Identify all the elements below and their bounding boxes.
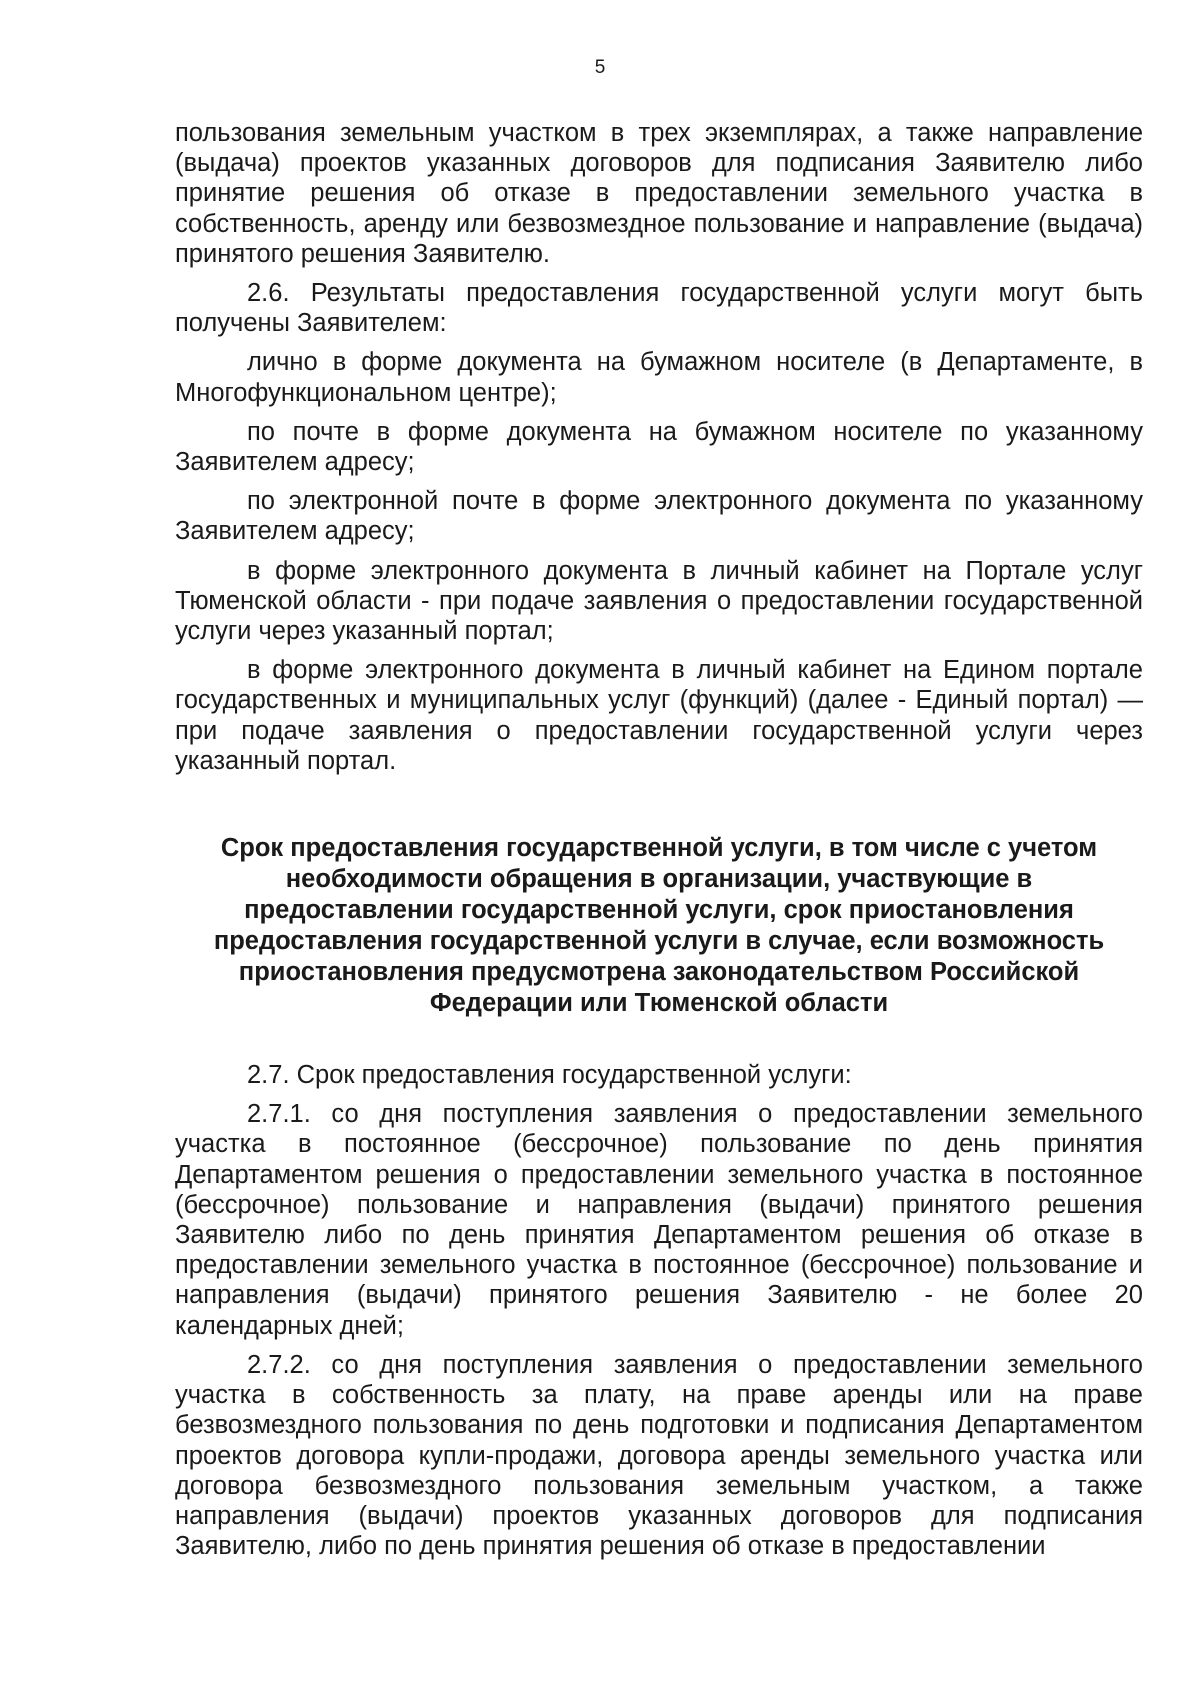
paragraph: в форме электронного документа в личный кабинет на Портале услуг Тюменской области - при подаче заявления о предоставлении государственной услуги через указанный портал;	[175, 556, 1143, 646]
paragraph: 2.7.1. со дня поступления заявления о предоставлении земельного участка в постоянное (бессрочное) пользование по день принятия Департаментом решения о предоставлении земельного участка в постоянное (бессрочное) пользование и направления (выдачи) принятого решения Заявителю либо по день принятия Департаментом решения об отказе в предоставлении земельного участка в постоянное (бессрочное) пользование и направления (выдачи) принятого решения Заявителю - не более 20 календарных дней;	[175, 1100, 1143, 1340]
paragraph: пользования земельным участком в трех экземплярах, а также направление (выдача) проектов указанных договоров для подписания Заявителю либо принятие решения об отказе в предоставлении земельного участка в собственность, аренду или безвозмездное пользование и направление (выдача) принятого решения Заявителю.	[175, 119, 1143, 268]
paragraph-group-terms	[175, 1060, 1143, 1561]
paragraph: 2.7. Срок предоставления государственной услуги:	[247, 1061, 852, 1090]
paragraph: 2.6. Результаты предоставления государственной услуги могут быть получены Заявителем:	[175, 279, 1143, 338]
page-number: 5	[594, 57, 606, 78]
paragraph: в форме электронного документа в личный кабинет на Едином портале государственных и муниципальных услуг (функций) (далее - Единый портал) — при подаче заявления о предоставлении государственной услуги через указанный портал.	[175, 656, 1143, 775]
paragraph: лично в форме документа на бумажном носителе (в Департаменте, в Многофункциональном центре);	[175, 348, 1143, 407]
section-heading: Срок предоставления государственной услуги, в том числе с учетом необходимости обращения в организации, участвующие в предоставлении государственной услуги, срок приостановления предоставления государственной услуги в случае, если возможность приостановления предусмотрена законодательством Российской Федерации или Тюменской области	[213, 834, 1105, 1018]
paragraph-group-results	[175, 118, 1143, 776]
paragraph: 2.7.2. со дня поступления заявления о предоставлении земельного участка в собственность за плату, на праве аренды или на праве безвозмездного пользования по день подготовки и подписания Департаментом проектов договора купли-продажи, договора аренды земельного участка или договора безвозмездного пользования земельным участком, а также направления (выдачи) проектов указанных договоров для подписания Заявителю, либо по день принятия решения об отказе в предоставлении	[175, 1350, 1143, 1561]
paragraph: по почте в форме документа на бумажном носителе по указанному Заявителем адресу;	[175, 417, 1143, 477]
document-body	[175, 118, 1143, 1570]
paragraph: по электронной почте в форме электронного документа по указанному Заявителем адресу;	[175, 487, 1143, 546]
